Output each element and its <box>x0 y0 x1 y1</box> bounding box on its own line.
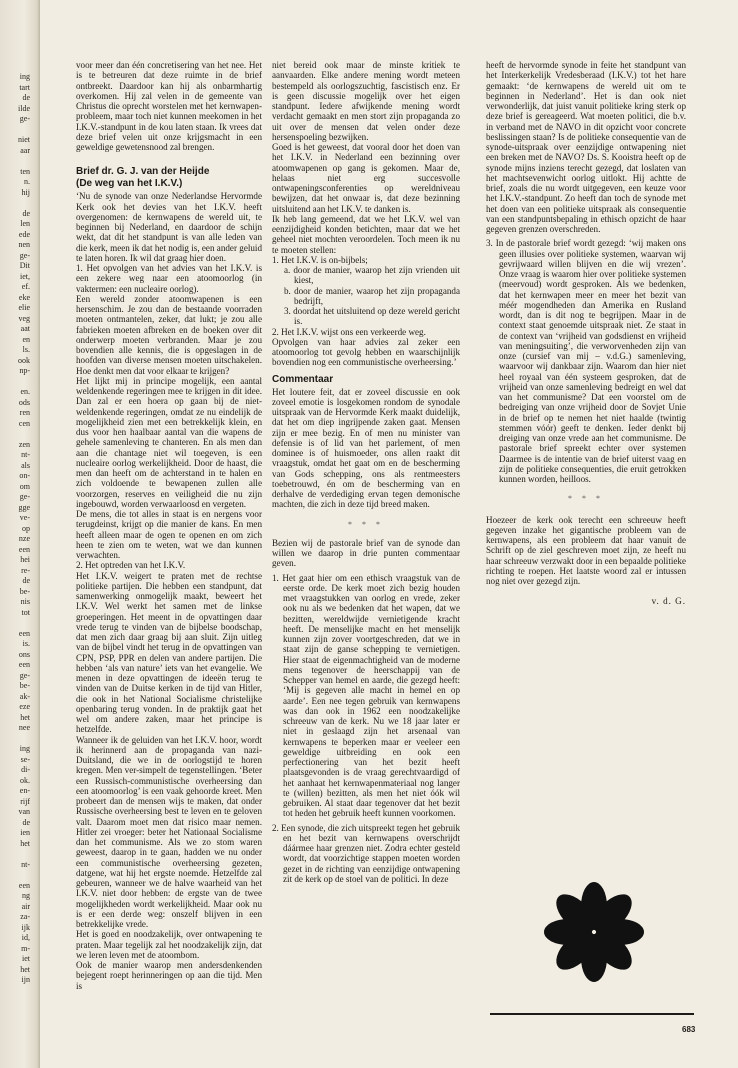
gutter-fragment: zen <box>18 439 30 449</box>
column1-paragraph: Ook de manier waarop men andersdenkenden bejegent roept herinneringen op aan die tijd. Men is <box>76 960 262 991</box>
gutter-fragment: ls. <box>22 345 30 354</box>
list-subitem: b. door de manier, waarop het zijn propaganda bedrijft, <box>284 285 460 306</box>
gutter-fragment: nt- <box>21 859 30 869</box>
commentary-point: 1. Het gaat hier om een ethisch vraagstuk van de eerste orde. De kerk moet zich bezig houden met vraagstukken van oorlog en vrede, zeker ook nu als we bedenken dat het wapen, dat we bezitten, wereldwijde vernietigende kracht heeft. De menselijke macht en het menselijk kunnen zijn zover voortgeschreden, dat we in staat zijn de ganse schepping te vernietigen. Hier staat de eigenmachtigheid van de moderne mens tegenover de heerschappij van de Schepper van hemel en aarde, die gezegd heeft: ‘Mij is gegeven alle macht in hemel en op aarde’. Een nee tegen gebruik van kernwapens was dan ook in 1962 een noodzakelijke schreeuw van de kerk. Nu we 18 jaar later er niet in geslaagd zijn het arsenaal van kernwapens te beperken maar er veeleer een geweldige uitbreiding en ook een perfectionering van het bezit heeft plaatsgevonden is de vraag gerechtvaardigd of het aanhaat het kernwapenmateriaal nog langer te (willen) bezitten, als men het niet óók wil gebruiken. Al staat daar tegenover dat het bezit tot heden het gebruik heeft kunnen voorkomen. <box>272 572 460 819</box>
gutter-fragment: een <box>18 544 30 554</box>
gutter-fragment: be- <box>19 586 30 596</box>
previous-page-gutter <box>0 0 40 1068</box>
gutter-fragment: tart <box>19 82 30 92</box>
column1-intro: voor meer dan één concretisering van het nee. Het is te betreuren dat deze ruimte in de brief ontbreekt. Daardoor kan hij als onbarmhartig overkomen. Hij zal velen in de gemeente van Christus die oprecht worstelen met het kernwapen-probleem, maar toch niet kunnen meekomen in het I.K.V.-standpunt in de kou laten staan. Ik vrees dat deze brief velen uit onze krijgsmacht in een geweldige gewetensnood zal brengen. <box>76 60 262 152</box>
gutter-fragment: id, <box>21 933 30 942</box>
gutter-fragment: ge- <box>19 250 30 260</box>
gutter-fragment: aar <box>20 145 30 155</box>
gutter-fragment: Dit <box>19 261 30 270</box>
column1-paragraph: Het I.K.V. weigert te praten met de rechtse politieke partijen. Die hebben een standpunt, dat samenwerking onmogelijk maakt, beweert het I.K.V. Wel werkt het samen met de linkse groeperingen. Het meent in de opvattingen daar vrede terug te vinden van de bijbelse boodschap, dat men zich daar graag bij aan sluit. Zijn uitleg van de bijbel vindt het terug in de opvattingen van CPN, PSP, PPR en delen van andere partijen. Die hebben ‘als van nature’ iets van het evangelie. We menen in deze opvattingen de ideeën terug te vinden van de Duitse kerken in de tijd van Hitler, die ook in het National Socialisme christelijke openbaring terug vonden. In de praktijk gaat het wel om andere zaken, maar het principe is hetzelfde. <box>76 570 262 735</box>
gutter-fragment: ook <box>18 355 30 365</box>
gutter-fragment: on- <box>19 471 30 480</box>
section-heading <box>76 166 262 189</box>
gutter-fragment: van <box>18 807 30 816</box>
gutter-fragment: ijk <box>21 922 30 932</box>
gutter-fragment: nis <box>20 597 30 606</box>
column1-paragraph: 2. Het optreden van het I.K.V. <box>76 560 186 571</box>
gutter-fragment: eke <box>18 292 30 302</box>
section-heading-line2: (De weg van het I.K.V.) <box>76 177 183 189</box>
gutter-fragment: tot <box>21 607 30 617</box>
column2-paragraph: Opvolgen van haar advies zal zeker een atoomoorlog tot gevolg hebben en waarschijnlijk bovendien nog een communistische overheersing.’ <box>272 336 460 368</box>
gutter-fragment: re- <box>21 565 30 575</box>
gutter-fragment: nen <box>18 240 30 249</box>
gutter-fragment: iet, <box>20 271 30 281</box>
gutter-fragment: rijf <box>20 796 30 806</box>
objection-list <box>272 255 460 337</box>
gutter-fragment: m- <box>21 943 30 953</box>
gutter-fragment: hij <box>21 187 30 197</box>
column1-paragraph: Het is goed en noodzakelijk, over ontwapening te praten. Maar tegelijk zal het noodzakelijk zijn, dat we leren leven met de atoombom. <box>76 929 262 960</box>
gutter-fragment: gge <box>18 502 30 512</box>
author-signature: v. d. G. <box>651 596 686 607</box>
gutter-fragment: ef. <box>21 282 30 291</box>
list-subitem: a. door de manier, waarop het zijn vrienden uit kiest, <box>284 265 460 286</box>
article-column-1 <box>76 60 262 1025</box>
gutter-fragment: aat <box>20 324 30 333</box>
list-item: 2. Het I.K.V. wijst ons een verkeerde weg. <box>272 326 426 337</box>
gutter-fragment: se- <box>20 754 30 764</box>
gutter-fragment: de <box>22 93 30 102</box>
flower-logo-icon <box>542 880 646 984</box>
gutter-fragment: hei <box>20 555 30 564</box>
gutter-fragment: de <box>22 208 30 218</box>
gutter-fragment: op <box>22 523 30 533</box>
gutter-fragment: ren <box>19 408 30 417</box>
gutter-fragment: ge- <box>19 114 30 123</box>
list-subitem: 3. doordat het uitsluitend op deze wereld gericht is. <box>284 306 460 327</box>
section-separator: * * * <box>568 494 604 504</box>
column1-paragraph: Wanneer ik de geluiden van het I.K.V. hoor, wordt ik herinnerd aan de propaganda van nazi-Duitsland, die we in de oorlogstijd te horen kregen. Men ver-simpelt de tegenstellingen. ‘Beter een Russisch-communistische overheersing dan een atoomoorlog’ is een vaak gehoorde kreet. Men probeert dan de mensen wijs te maken, dat onder Russische overheersing best te leven en te geloven valt. Daarom moet men dat risico maar nemen. Hitler zei vroeger: beter het Nationaal Socialisme dan het communisme. Als we zo stom waren geweest, daarop in te gaan, hadden we nu onder een communistische overheersing gezeten, datgene, wat hij het ergste noemde. Hetzelfde zal gebeuren, wanneer we de halve waarheid van het I.K.V. niet door hebben: de ergste van de twee mogelijkheden wordt werkelijkheid. Maar ook nu is er een derde weg: onszelf blijven in een betrekkelijke vrede. <box>76 734 262 929</box>
section-separator: * * * <box>348 519 384 529</box>
footer-rule <box>490 1013 694 1015</box>
gutter-fragment: ons <box>18 649 30 659</box>
gutter-fragment: het <box>20 838 30 848</box>
list-item: 1. Het I.K.V. is on-bijbels; <box>272 254 368 265</box>
gutter-fragment: is. <box>22 639 30 648</box>
gutter-fragment: ede <box>18 229 30 239</box>
gutter-fragment: de <box>22 817 30 827</box>
gutter-fragment: ng <box>22 891 30 900</box>
gutter-fragment: ods <box>18 397 30 407</box>
gutter-fragment: om <box>19 481 30 491</box>
commentary-paragraph: Bezien wij de pastorale brief van de synode dan willen we daarop in drie punten commentaar geven. <box>272 537 460 569</box>
gutter-fragment: en- <box>19 786 30 795</box>
gutter-fragment: eze <box>19 702 30 711</box>
column1-paragraph: ‘Nu de synode van onze Nederlandse Hervormde Kerk ook het devies van het I.K.V. heeft overgenomen: de kernwapens de wereld uit, te beginnen bij Nederland, en daardoor de schijn wekt, dat dit het standpunt is van alle leden van die kerk, meen ik dat het nodig is, een ander geluid te laten horen. Ik wil dat graag hier doen. <box>76 191 262 263</box>
gutter-fragment: ten <box>20 166 30 176</box>
gutter-fragment: cen <box>18 418 30 428</box>
gutter-fragment: het <box>20 712 30 722</box>
gutter-fragment: ok. <box>20 775 30 785</box>
commentary-heading: Commentaar <box>272 373 334 385</box>
column1-paragraph: Een wereld zonder atoomwapenen is een hersenschim. Je zou dan de bestaande voorraden moeten ontmantelen, zeker, dat lukt; je zou alle fabrieken moeten afbreken en de boeken over dit onderwerp moeten verbranden. Maar je zou bovendien alle kennis, die is opgeslagen in de hoofden van diverse mensen moeten uitschakelen. Hoe denkt men dat voor elkaar te krijgen? <box>76 293 262 376</box>
gutter-fragment: ijn <box>21 975 30 984</box>
gutter-fragment: ge- <box>19 670 30 680</box>
gutter-fragment: en <box>22 334 30 344</box>
commentary-paragraph: Het loutere feit, dat er zoveel discussie en ook zoveel emotie is losgekomen rondom de synodale uitspraak van de Hervormde Kerk maakt duidelijk, dat het om diep ingrijpende zaken gaat. Mensen zijn er mee bezig. En of men nu minister van defensie is of lid van het parlement, of men dominee is of huismoeder, ons allen raakt dit vraagstuk, omdat het gaat om en de bescherming van Gods schepping, ons als rentmeesters toebetrouwd, én om de bescherming van en derhalve de verdediging ervan tegen demonische machten, die zich in deze tijd breed maken. <box>272 386 460 510</box>
gutter-fragment: di- <box>21 765 30 774</box>
section-heading-line1: Brief dr. G. J. van der Heijde <box>76 166 210 178</box>
gutter-fragment: niet <box>18 135 30 144</box>
gutter-fragment: nze <box>18 534 30 543</box>
gutter-fragment: be- <box>19 681 30 690</box>
column2-paragraph: Ik heb lang gemeend, dat we het I.K.V. wel van eenzijdigheid konden betichten, maar dat we het geheel niet mochten veroordelen. Toch meen ik nu te moeten stellen: <box>272 213 460 255</box>
commentary-point: 3. In de pastorale brief wordt gezegd: ‘wij maken ons geen illusies over politieke systemen, waarvan wij gevrijwaard willen blijven en die wij vrezen’. Onze vraag is waarom hier over politieke systemen (meervoud) wordt gesproken. Als we bedenken, dat het kernwapen meer en meer het bezit van méér mogendheden dan Amerika en Rusland wordt, dan is dit nog te begrijpen. Maar in de context staat genoemde uitspraak niet. Ze staat in de context van ‘vrijheid van godsdienst en vrijheid van meningsuiting’, die verworvenheden zijn van onze (cursief van mij – v.d.G.) samenleving, waarvoor wij dankbaar zijn. Waarom dan hier niet heel royaal van één systeem gesproken, dat de vrijheid van onze samenleving bedreigt en wel dat van het communisme? Dat een voorstel om de bedreiging van onze vrijheid door de Sovjet Unie in de brief op te nemen het niet haalde (twintig stemmen vóór) geeft te denken. Ieder denkt bij dreiging van onze vrede aan het communisme. De pastorale brief spreekt echter over systemen Daarmee is de intentie van de brief uiterst vaag en zijn de politieke consequenties, die eruit getrokken kunnen worden, heilloos. <box>486 238 686 484</box>
gutter-fragment: ge- <box>19 492 30 501</box>
column1-paragraph: 1. Het opvolgen van het advies van het I.K.V. is een zekere weg naar een atoomoorlog (in vaktermen: een nucleaire oorlog). <box>76 263 262 294</box>
column1-paragraph: De mens, die tot alles in staat is en nergens voor terugdeinst, krijgt op die manier de kans. En men heeft alleen maar de ogen te openen en om zich heen te zien om te weten, wat we dan kunnen verwachten. <box>76 509 262 560</box>
commentary-point: 2. Een synode, die zich uitspreekt tegen het gebruik en het bezit van kernwapens overschrijdt dáármee haar grenzen niet. Zodra echter gesteld wordt, dat voorzichtige stappen moeten worden gezet in de richting van eenzijdige ontwapening zit de kerk op de stoel van de politici. In deze <box>272 822 460 884</box>
gutter-fragment: nee <box>18 723 30 732</box>
column1-paragraph: Het lijkt mij in principe mogelijk, een aantal weldenkende regeringen mee te krijgen in dit idee. Dan zal er een hoera op gaan bij de niet-weldenkende regeringen, omdat ze nu eindelijk de mogelijkheid zien met een betrekkelijk klein, en dus voor hen haalbaar aantal van die wapens de gehele samenleving te chanteren. En als men dan aan die chantage niet wil toegeven, is een nucleaire oorlog werkelijkheid. Door de haast, die men dan heeft om de achterstand in te halen en zich voldoende te bewapenen zullen alle voorzorgen, reserves en veiligheid die nu zijn ingebouwd, worden verwaarloosd en vergeten. <box>76 375 262 509</box>
column3-paragraph: Hoezeer de kerk ook terecht een schreeuw heeft gegeven inzake het gigantische probleem van de kernwapens, als een probleem dat haar vanuit de Schrift op de ziel geschreven moet zijn, ze heeft nu haar schreeuw verzwakt door in een bepaalde politieke richting te roepen. Het laatste woord zal er intussen nog niet over gezegd zijn. <box>486 514 686 586</box>
gutter-fragment: een <box>18 880 30 890</box>
gutter-fragment: en. <box>20 387 30 396</box>
gutter-fragment: ien <box>20 828 30 837</box>
gutter-fragment: np- <box>19 366 30 375</box>
article-column-2 <box>272 60 460 1020</box>
gutter-fragment: nt- <box>21 450 30 459</box>
gutter-fragment: veg <box>18 313 30 323</box>
gutter-fragment: het <box>20 964 30 974</box>
article-column-3 <box>486 60 686 790</box>
gutter-fragment: een <box>18 628 30 638</box>
gutter-fragment: iet <box>22 954 30 963</box>
gutter-fragment: ing <box>19 744 30 753</box>
gutter-fragment: ing <box>19 72 30 81</box>
gutter-fragment: als <box>21 460 30 470</box>
gutter-fragment: za- <box>20 912 30 921</box>
gutter-fragment: ilde <box>18 103 30 113</box>
column3-paragraph: heeft de hervormde synode in feite het standpunt van het Interkerkelijk Vredesberaad (I.K.V.) tot het hare gemaakt: ‘de kernwapens de wereld uit om te beginnen in Nederland’. Het is dan ook niet verwonderlijk, dat juist vanuit politieke kring sterk op deze brief is gereageerd. Wat moeten politici, die b.v. in verband met de NAVO in dit opzicht voor concrete beslissingen staan? Is de politieke consequentie van de synode-uitspraak over eenzijdige ontwapening niet een breken met de NAVO? Ds. S. Kooistra heeft op de synode mijns inziens terecht gezegd, dat loslaten van het machtsevenwicht oorlog uitlokt. Hij achtte de brief, zoals die nu wordt uitgegeven, een keuze voor het I.K.V.-standpunt. Zo heeft dan toch de synode met het doen van een politieke uitspraak als consequentie van een standpuntsbepaling in ethisch opzicht de haar gegeven grenzen overschreden. <box>486 60 686 234</box>
column2-paragraph: Goed is het geweest, dat vooral door het doen van het I.K.V. in Nederland een bezinning over atoomwapenen op gang is gekomen. Maar de, helaas niet erg succesvolle ontwapeningsconferenties op wereldniveau bewijzen, dat het onwaar is, dat deze bezinning uitsluitend aan het I.K.V. te danken is. <box>272 142 460 214</box>
gutter-fragment: air <box>21 901 30 911</box>
column2-paragraph: niet bereid ook maar de minste kritiek te aanvaarden. Elke andere mening wordt meteen bestempeld als oorlogszuchtig, fascistisch enz. Er is geen discussie mogelijk over het eigen standpunt. Iedere afwijkende mening wordt verdacht gemaakt en men stort zijn propaganda zo uit over de mensen dat velen onder deze hersenspoeling bezwijken. <box>272 60 460 142</box>
gutter-fragment: len <box>20 219 30 228</box>
gutter-fragment: elie <box>18 303 30 312</box>
gutter-fragment: de <box>22 576 30 585</box>
gutter-fragment: n. <box>24 177 30 186</box>
gutter-fragment: ve- <box>19 513 30 522</box>
page-number: 683 <box>682 1025 696 1034</box>
gutter-fragment: een <box>18 660 30 669</box>
gutter-fragment: ak- <box>19 691 30 701</box>
